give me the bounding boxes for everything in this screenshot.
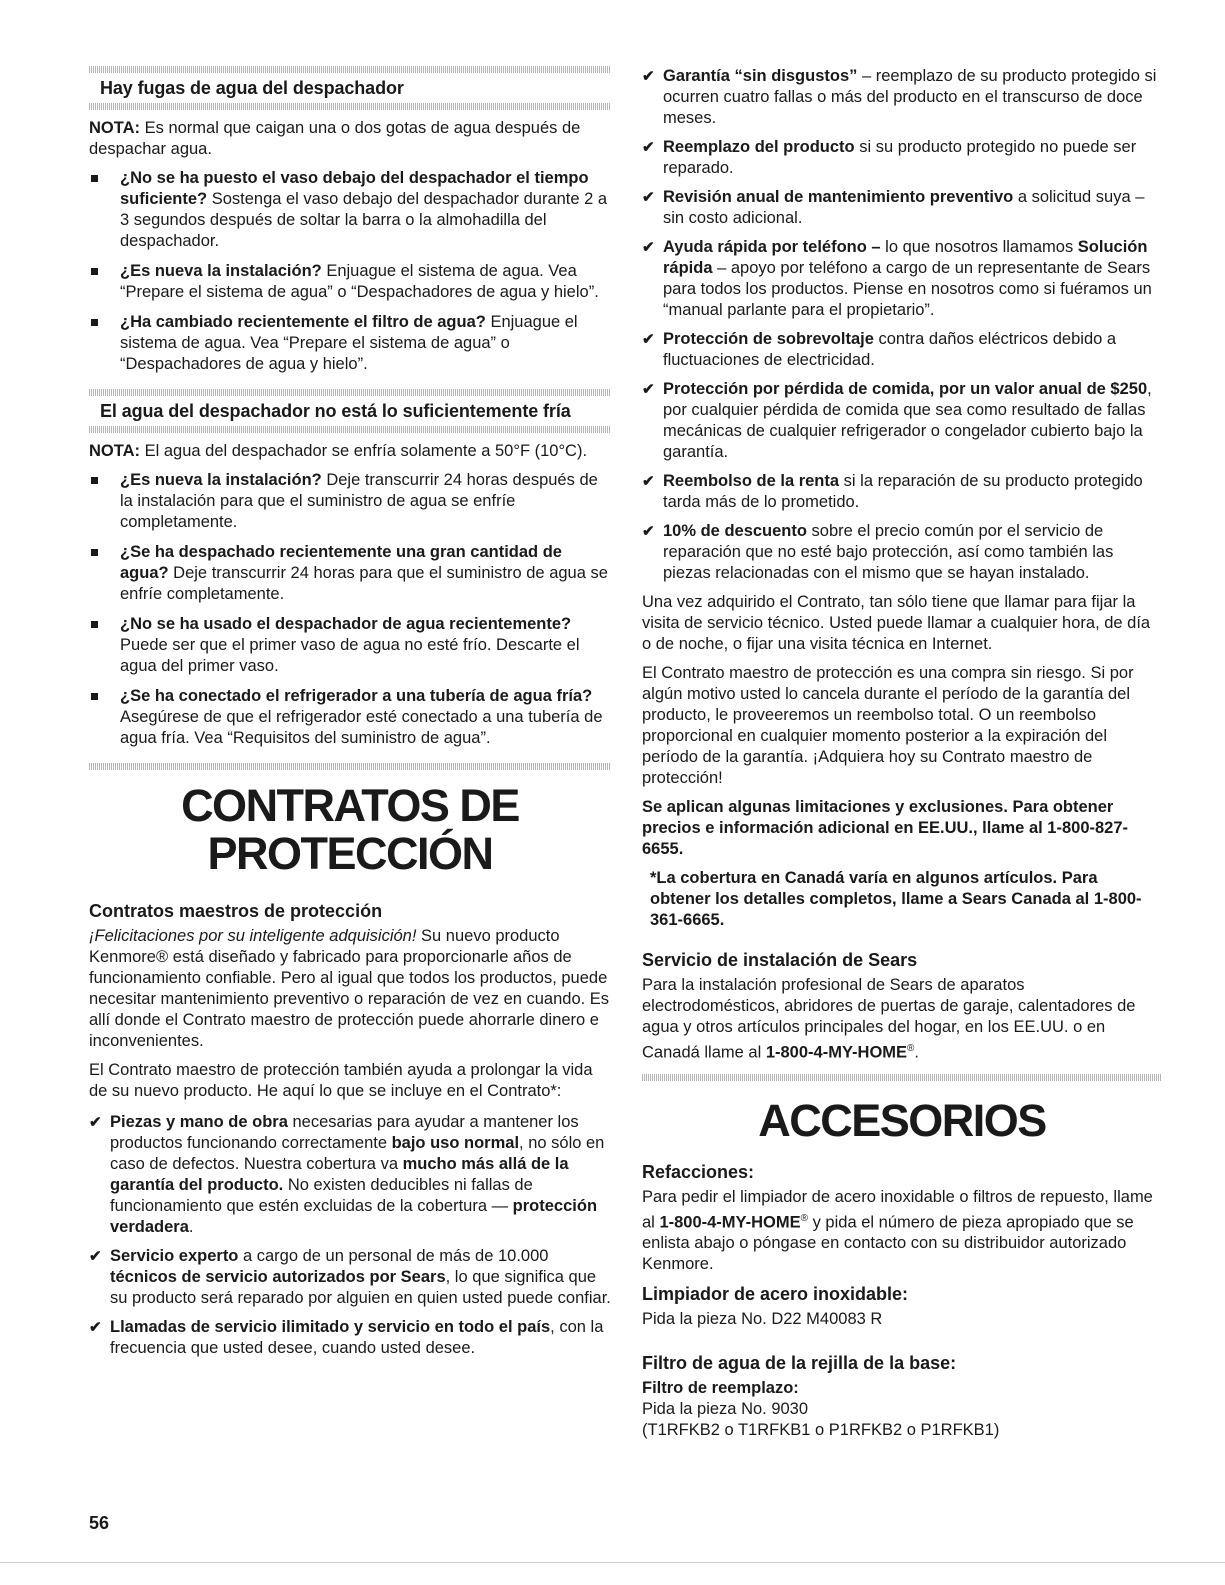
bullet-list — [89, 168, 611, 375]
paragraph: Una vez adquirido el Contrato, tan sólo tiene que llamar para fijar la visita de servicio técnico. Usted puede llamar a cualquier hora, de día o de noche, o fijar una visita técnica en Internet. — [642, 593, 1151, 653]
paragraph: El Contrato maestro de protección también ayuda a prolongar la vida de su nuevo producto. He aquí lo que se incluye en el Contrato*: — [89, 1061, 593, 1100]
sub-label: Filtro de reemplazo: — [642, 1379, 799, 1397]
paragraph: (T1RFKB2 o T1RFKB1 o P1RFKB2 o P1RFKB1) — [642, 1421, 1000, 1439]
hatch-rule — [89, 66, 611, 73]
hatch-rule — [89, 389, 611, 396]
list-item: ✔ Servicio experto a cargo de un personal de más de 10.000 técnicos de servicio autorizados por Sears, lo que significa que su producto será reparado por alguien en quien usted puede confiar. — [89, 1247, 611, 1307]
list-item: ✔ Garantía “sin disgustos” – reemplazo de su producto protegido si ocurren cuatro fallas o más del producto en el transcurso de doce meses. — [642, 67, 1157, 127]
check-icon: ✔ — [642, 331, 655, 348]
section-heading: Hay fugas de agua del despachador — [100, 78, 404, 98]
paragraph: Pida la pieza No. D22 M40083 R — [642, 1310, 883, 1328]
paragraph: Para la instalación profesional de Sears de aparatos electrodomésticos, abridores de puertas de garaje, calentadores de agua y otros artículos principales del hogar, en los EE.UU. o en Canadá llame al 1-800-4-MY-HOME®. — [642, 976, 1136, 1062]
subsection-heading: Refacciones: — [642, 1161, 755, 1182]
paragraph: Pida la pieza No. 9030 — [642, 1400, 809, 1418]
section-accessories — [642, 1094, 1162, 1442]
list-item: ¿Es nueva la instalación? Deje transcurrir 24 horas después de la instalación para que el suministro de agua se enfríe completamente. — [89, 470, 611, 533]
subsection-heading: Filtro de agua de la rejilla de la base: — [642, 1353, 957, 1373]
paragraph: *La cobertura en Canadá varía en algunos artículos. Para obtener los detalles completos, llame a Sears Canada al 1-800-361-6665. — [650, 869, 1142, 929]
right-column — [642, 66, 1162, 1441]
list-item: ✔ Llamadas de servicio ilimitado y servicio en todo el país, con la frecuencia que usted desee, cuando usted desee. — [89, 1318, 604, 1357]
list-item: ✔ Reemplazo del producto si su producto protegido no puede ser reparado. — [642, 138, 1137, 177]
list-item: ¿No se ha usado el despachador de agua recientemente? Puede ser que el primer vaso de agua no esté frío. Descarte el agua del primer vaso. — [89, 614, 611, 677]
check-icon: ✔ — [89, 1114, 102, 1131]
subsection-heading: Servicio de instalación de Sears — [642, 950, 918, 970]
section-protection-contracts — [89, 782, 611, 1359]
hatch-rule — [642, 1074, 1162, 1081]
paragraph: Se aplican algunas limitaciones y exclusiones. Para obtener precios e información adicional en EE.UU., llame al 1-800-827-6655. — [642, 798, 1129, 858]
paragraph: El Contrato maestro de protección es una compra sin riesgo. Si por algún motivo usted lo cancela durante el período de la garantía del producto, le proveeremos un reembolso total. O un reembolso proporcional en cualquier momento posterior a la expiración del período de la garantía. ¡Adquiera hoy su Contrato maestro de protección! — [642, 664, 1134, 787]
paragraph: ¡Felicitaciones por su inteligente adquisición! Su nuevo producto Kenmore® está diseñado y fabricado para proporcionarle años de funcionamiento confiable. Pero al igual que todos los productos, puede necesitar mantenimiento preventivo o reparación de vez en cuando. Es allí donde el Contrato maestro de protección puede ahorrarle dinero e inconvenientes. — [89, 927, 610, 1050]
page-bottom-rule — [0, 1562, 1225, 1563]
hatch-rule — [89, 426, 611, 433]
hatch-rule — [89, 103, 611, 110]
paragraph: Para pedir el limpiador de acero inoxidable o filtros de repuesto, llame al 1-800-4-MY-HOME® y pida el número de pieza apropiado que se enlista abajo o póngase en contacto con su distribuidor autorizado Kenmore. — [642, 1187, 1153, 1273]
hatch-rule — [89, 763, 611, 770]
check-icon: ✔ — [89, 1319, 102, 1336]
note: NOTA: Es normal que caigan una o dos gotas de agua después de despachar agua. — [89, 119, 581, 158]
list-item: ¿Se ha despachado recientemente una gran cantidad de agua? Deje transcurrir 24 horas para que el suministro de agua se enfríe completamente. — [89, 542, 611, 605]
check-icon: ✔ — [642, 473, 655, 490]
list-item: ✔ Protección de sobrevoltaje contra daños eléctricos debido a fluctuaciones de electricidad. — [642, 330, 1117, 369]
list-item: ✔ Ayuda rápida por teléfono – lo que nosotros llamamos Solución rápida – apoyo por teléfono a cargo de un representante de Sears para todos los productos. Piense en nosotros como si fuéramos un “manual parlante para el propietario”. — [642, 238, 1152, 319]
page-number: 56 — [89, 1513, 110, 1533]
check-icon: ✔ — [642, 189, 655, 206]
subsection-heading: Limpiador de acero inoxidable: — [642, 1284, 909, 1304]
check-icon: ✔ — [642, 239, 655, 256]
check-icon: ✔ — [642, 68, 655, 85]
list-item: ✔ Protección por pérdida de comida, por un valor anual de $250, por cualquier pérdida de comida que sea como resultado de fallas mecánicas de cualquier refrigerador o congelador cubierto bajo la garantía. — [642, 380, 1152, 461]
check-icon: ✔ — [642, 381, 655, 398]
subsection-heading: Contratos maestros de protección — [89, 901, 383, 921]
bullet-list — [89, 470, 611, 749]
check-icon: ✔ — [89, 1248, 102, 1265]
note: NOTA: El agua del despachador se enfría solamente a 50°F (10°C). — [89, 442, 588, 460]
check-icon: ✔ — [642, 139, 655, 156]
list-item: ¿No se ha puesto el vaso debajo del despachador el tiempo suficiente? Sostenga el vaso debajo del despachador durante 2 a 3 segundos después de soltar la barra o la almohadilla del despachador. — [89, 168, 611, 252]
section-water-leak — [89, 66, 611, 375]
list-item: ✔ Revisión anual de mantenimiento preventivo a solicitud suya – sin costo adicional. — [642, 188, 1145, 227]
list-item: ¿Ha cambiado recientemente el filtro de agua? Enjuague el sistema de agua. Vea “Prepare el sistema de agua” o “Despachadores de agua y hielo”. — [89, 312, 611, 375]
page-title: ACCESORIOS — [758, 1094, 1046, 1146]
check-list — [89, 1112, 611, 1359]
list-item: ¿Es nueva la instalación? Enjuague el sistema de agua. Vea “Prepare el sistema de agua” o “Despachadores de agua y hielo”. — [89, 261, 611, 303]
list-item: ✔ Piezas y mano de obra necesarias para ayudar a mantener los productos funcionando correctamente bajo uso normal, no sólo en caso de defectos. Nuestra cobertura va mucho más allá de la garantía del producto. No existen deducibles ni fallas de funcionamiento que estén excluidas de la cobertura — protección verdadera. — [89, 1113, 605, 1236]
left-column — [89, 66, 611, 1367]
section-heading: El agua del despachador no está lo suficientemente fría — [100, 401, 571, 421]
list-item: ✔ Reembolso de la renta si la reparación de su producto protegido tarda más de lo prometido. — [642, 472, 1143, 511]
section-water-not-cold — [89, 389, 611, 749]
list-item: ✔ 10% de descuento sobre el precio común por el servicio de reparación que no esté bajo protección, así como también las piezas relacionadas con el mismo que se hayan instalado. — [642, 522, 1114, 582]
section-installation — [642, 949, 1162, 1064]
check-list — [642, 66, 1162, 584]
list-item: ¿Se ha conectado el refrigerador a una tubería de agua fría? Asegúrese de que el refrigerador esté conectado a una tubería de agua fría. Vea “Requisitos del suministro de agua”. — [89, 686, 611, 749]
page-title: CONTRATOS DE PROTECCIÓN — [181, 780, 519, 879]
check-icon: ✔ — [642, 523, 655, 540]
